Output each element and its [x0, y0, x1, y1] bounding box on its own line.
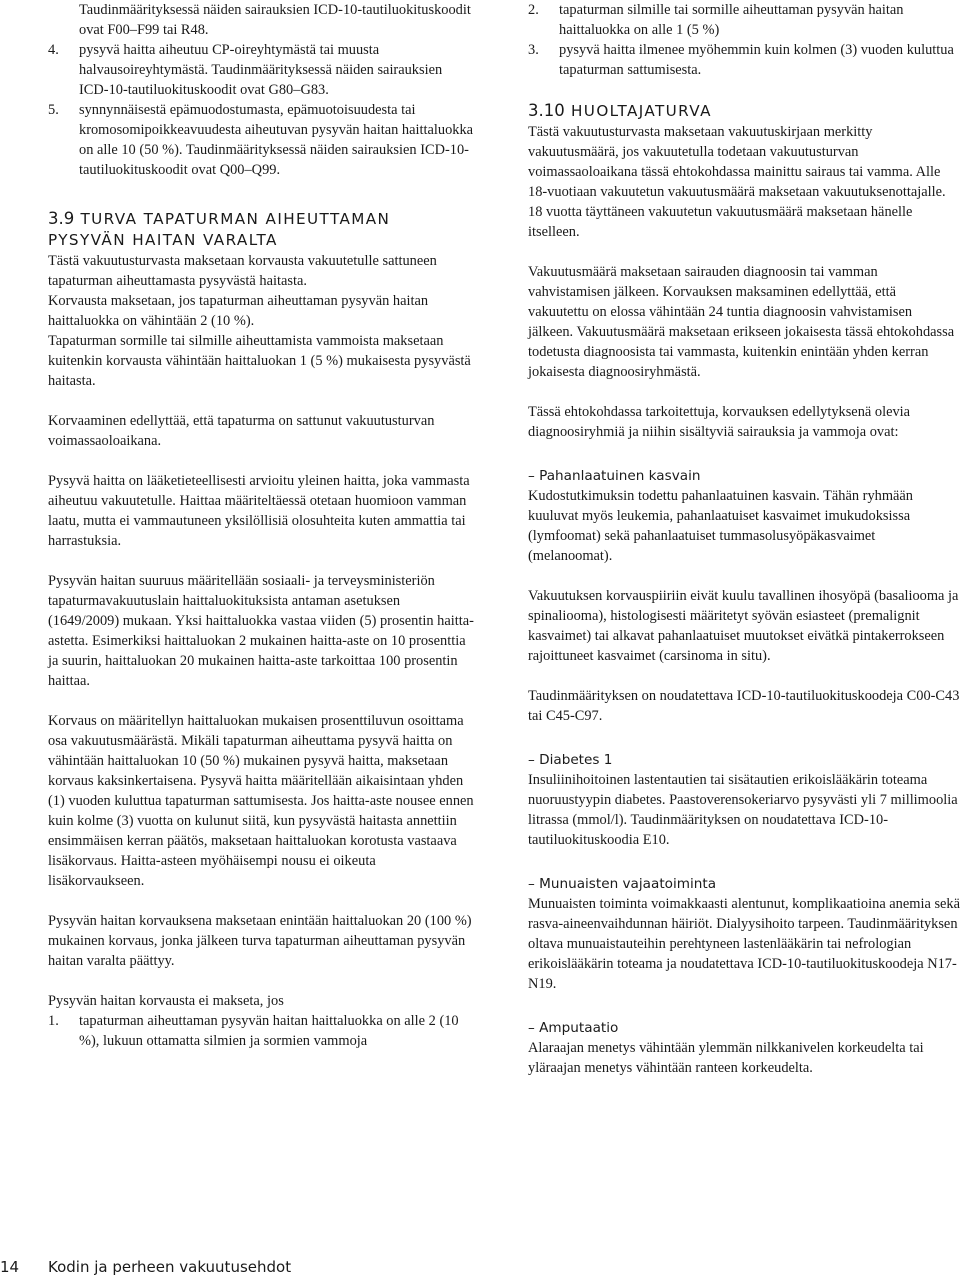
subsection-heading: – Pahanlaatuinen kasvain — [528, 468, 701, 484]
paragraph: Insuliinihoitoinen lastentautien tai sisätautien erikoislääkärin toteama nuoruustyypin diabetes. Paastoverensokeriarvo pysyvästi yli 7 millimoolia litrassa (mmol/l). Taudinmäärityksen on noudatettava ICD-10-tautiluokituskoodia E10. — [528, 772, 958, 848]
paragraph: Korvaus on määritellyn haittaluokan mukaisen prosenttiluvun osoittama osa vakuutusmäärästä. Mikäli tapaturman aiheuttama pysyvä haitta on vähintään haittaluokan 10 (50 %) mukainen pysyvä haitta, maksetaan korvaus kaksinkertaisena. Pysyvä haitta määritellään aikaisintaan yhden (1) vuoden kuluttua tapaturman sattumisesta. Jos haitta-aste nousee ennen kuin kolme (3) vuotta on kulunut siitä, kun pysyvästä haitasta annettiin ensimmäisen kerran päätös, maksetaan haittaluokan korotusta vastaava lisäkorvaus. Haitta-asteen myöhäisempi nousu ei oikeuta lisäkorvaukseen. — [48, 713, 474, 889]
list-text: tapaturman aiheuttaman pysyvän haitan haittaluokka on alle 2 (10 %), lukuun ottamatta silmien ja sormien vammoja — [79, 1013, 459, 1049]
list-item — [528, 40, 960, 80]
paragraph: Kudostutkimuksin todettu pahanlaatuinen kasvain. Tähän ryhmään kuuluvat myös leukemia, pahanlaatuiset kasvaimet imukudoksissa (lymfoomat) sekä pahanlaatuiset tummasolusyöpäkasvaimet (melanoomat). — [528, 488, 913, 564]
section-heading-3-9 — [48, 208, 474, 251]
paragraph: Tästä vakuutusturvasta maksetaan vakuutuskirjaan merkitty vakuutusmäärä, jos vakuutetulla todetaan vakuutusturvan voimassaoloaikana tässä ehtokohdassa mainittu sairaus tai vamma. Alle 18-vuotiaan vakuutetun vakuutusmäärä maksetaan vakuutuksenottajalle. 18 vuotta täyttäneen vakuutetun vakuutusmäärä maksetaan hänelle itselleen. — [528, 124, 946, 240]
page-number: 14 — [0, 1258, 20, 1276]
paragraph: Tästä vakuutusturvasta maksetaan korvausta vakuutetulle sattuneen tapaturman aiheuttamasta pysyvästä haitasta. — [48, 253, 437, 289]
section-heading-3-10 — [528, 100, 960, 122]
paragraph: Pysyvän haitan korvauksena maksetaan enintään haittaluokan 20 (100 %) mukainen korvaus, jonka jälkeen turva tapaturman aiheuttaman pysyvän haitan varalta päättyy. — [48, 913, 472, 969]
list-item — [528, 0, 960, 40]
list-item — [48, 1011, 474, 1051]
paragraph: Korvaaminen edellyttää, että tapaturma on sattunut vakuutusturvan voimassaoloaikana. — [48, 413, 435, 449]
paragraph: Korvausta maksetaan, jos tapaturman aiheuttaman pysyvän haitan haittaluokka on vähintään 2 (10 %). — [48, 293, 429, 329]
left-column — [48, 0, 474, 1051]
paragraph: Munuaisten toiminta voimakkaasti alentunut, komplikaatioina anemia sekä rasva-aineenvaihdunnan häiriöt. Dialyysihoito tarpeen. Taudinmäärityksen oltava munuaistauteihin perehtyneen lastenlääkärin tai nefrologian erikoislääkärin toteama ja noudatettava ICD-10-tautiluokituskoodeja N17-N19. — [528, 896, 960, 992]
page-footer — [0, 1256, 960, 1280]
list-number: 1. — [48, 1013, 59, 1029]
list-number: 2. — [528, 2, 539, 18]
list-text: Taudinmäärityksessä näiden sairauksien ICD-10-tautiluokituskoodit ovat F00–F99 tai R48. — [79, 2, 471, 38]
subsection-heading: – Amputaatio — [528, 1020, 619, 1036]
section-number: 3.9 — [48, 209, 75, 228]
paragraph: Vakuutuksen korvauspiiriin eivät kuulu tavallinen ihosyöpä (basaliooma ja spinaliooma), histologisesti määritetyt syövän esiasteet (premalignit kasvaimet) tai alkavat pahanlaatuiset muutokset eivätkä pintakerrokseen rajoittuneet kasvaimet (carsinoma in situ). — [528, 588, 959, 664]
paragraph: Alaraajan menetys vähintään ylemmän nilkkanivelen korkeudelta tai yläraajan menetys vähintään ranteen korkeudelta. — [528, 1040, 924, 1076]
footer-title: Kodin ja perheen vakuutusehdot — [48, 1258, 292, 1276]
list-number — [48, 0, 79, 40]
list-number: 5. — [48, 102, 59, 118]
section-title: HUOLTAJATURVA — [570, 102, 712, 120]
paragraph: Tapaturman sormille tai silmille aiheuttamista vammoista maksetaan kuitenkin korvausta vähintään haittaluokan 1 (5 %) mukaisesta pysyvästä haitasta. — [48, 333, 471, 389]
subsection-heading: – Munuaisten vajaatoiminta — [528, 876, 717, 892]
right-column — [528, 0, 960, 1078]
list-item — [48, 100, 474, 180]
subsection-heading: – Diabetes 1 — [528, 752, 613, 768]
list-text: tapaturman silmille tai sormille aiheuttaman pysyvän haitan haittaluokka on alle 1 (5 %) — [559, 2, 904, 38]
list-item — [48, 0, 474, 40]
paragraph: Tässä ehtokohdassa tarkoitettuja, korvauksen edellytyksenä olevia diagnoosiryhmiä ja niihin sisältyviä sairauksia ja vammoja ovat: — [528, 404, 911, 440]
section-title: TURVA TAPATURMAN AIHEUTTAMAN PYSYVÄN HAITAN VARALTA — [48, 210, 391, 249]
paragraph: Vakuutusmäärä maksetaan sairauden diagnoosin tai vamman vahvistamisen jälkeen. Korvauksen maksaminen edellyttää, että vakuutettu on elossa vähintään 24 tuntia diagnoosin vahvistamisen jälkeen. Vakuutusmäärä maksetaan erikseen jokaisesta tässä ehtokohdassa todetusta diagnoosista tai vammasta, kuitenkin enintään yhden kerran jokaisesta diagnoosiryhmästä. — [528, 264, 955, 380]
paragraph: Pysyvä haitta on lääketieteellisesti arvioitu yleinen haitta, joka vammasta aiheutuu vakuutetulle. Haittaa määriteltäessä otetaan huomioon vamman laatu, mutta ei vammautuneen yksilöllisiä olosuhteita kuten ammattia tai harrastuksia. — [48, 473, 470, 549]
paragraph: Pysyvän haitan korvausta ei makseta, jos — [48, 993, 284, 1009]
section-number: 3.10 — [528, 101, 565, 120]
list-text: pysyvä haitta ilmenee myöhemmin kuin kolmen (3) vuoden kuluttua tapaturman sattumisesta. — [559, 42, 954, 78]
paragraph: Pysyvän haitan suuruus määritellään sosiaali- ja terveysministeriön tapaturmavakuutuslain haittaluokituksista antaman asetuksen (1649/2009) mukaan. Yksi haittaluokka vastaa viiden (5) prosentin haitta-astetta. Esimerkiksi haittaluokan 2 mukainen haitta-aste on 10 prosenttia ja suurin, haittaluokan 20 mukainen haitta-aste tarkoittaa 100 prosentin haittaa. — [48, 573, 474, 689]
list-text: synnynnäisestä epämuodostumasta, epämuotoisuudesta tai kromosomipoikkeavuudesta aiheutuvan pysyvän haitan haittaluokka on alle 10 (50 %). Taudinmäärityksessä näiden sairauksien ICD-10-tautiluokituskoodit ovat Q00–Q99. — [79, 102, 474, 178]
list-number: 3. — [528, 42, 539, 58]
list-number: 4. — [48, 42, 59, 58]
paragraph: Taudinmäärityksen on noudatettava ICD-10-tautiluokituskoodeja C00-C43 tai C45-C97. — [528, 688, 960, 724]
list-item — [48, 40, 474, 100]
list-text: pysyvä haitta aiheutuu CP-oireyhtymästä tai muusta halvausoireyhtymästä. Taudinmäärityksessä näiden sairauksien ICD-10-tautiluokituskoodit ovat G80–G83. — [79, 42, 443, 98]
